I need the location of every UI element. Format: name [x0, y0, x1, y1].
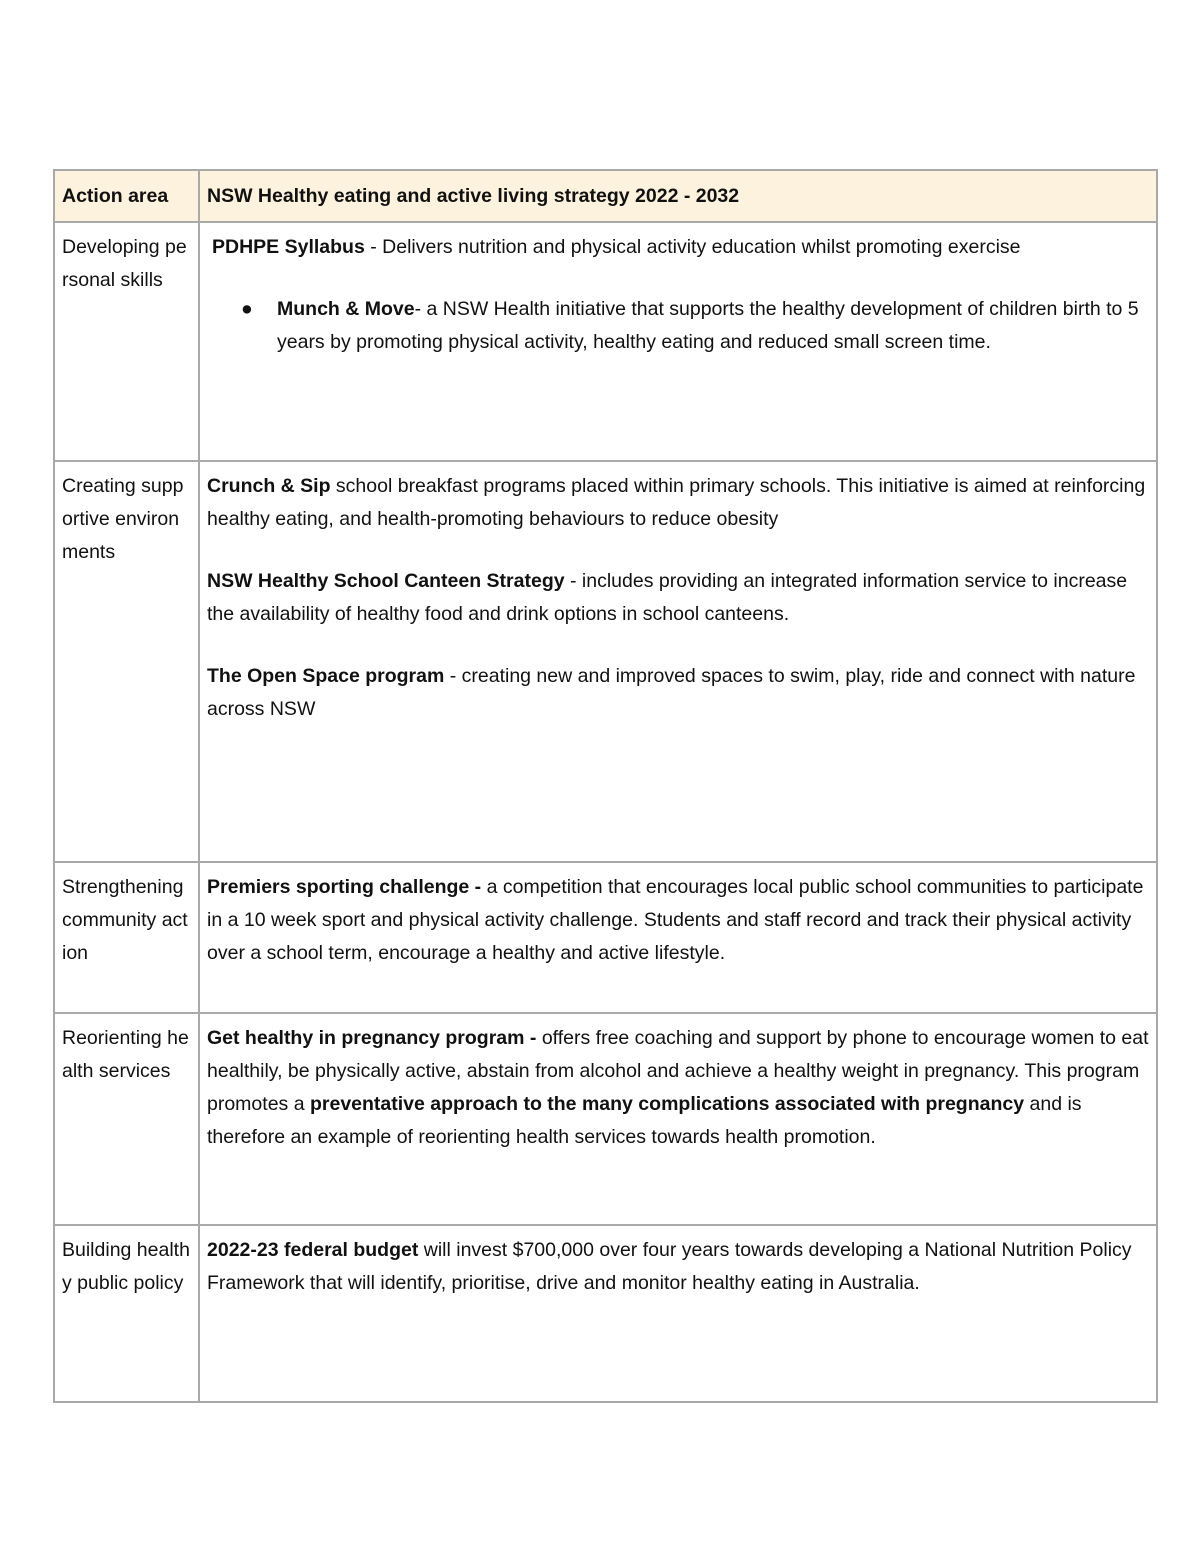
- strategy-cell: [199, 1225, 1157, 1402]
- crunch-sip-description: school breakfast programs placed within primary schools. This initiative is aimed at reinforcing healthy eating, and health-promoting behaviours to reduce obesity: [207, 475, 1146, 530]
- table-row-strengthening-community-action: [54, 862, 1157, 1013]
- pregnancy-program-conclusion: and is therefore an example of reorienting health services towards health promotion.: [207, 1093, 1082, 1148]
- strategy-cell: [199, 222, 1157, 461]
- munch-move-description: - a NSW Health initiative that supports the healthy development of children birth to 5 years by promoting physical activity, healthy eating and reduced small screen time.: [277, 298, 1139, 353]
- federal-budget-description: will invest $700,000 over four years towards developing a National Nutrition Policy Framework that will identify, prioritise, drive and monitor healthy eating in Australia.: [207, 1239, 1132, 1294]
- action-area-label: Creating supportive environments: [62, 475, 184, 563]
- open-space-title: The Open Space program: [207, 665, 445, 687]
- pdhpe-description: - Delivers nutrition and physical activity education whilst promoting exercise: [364, 236, 1021, 258]
- crunch-sip-paragraph: [207, 470, 1149, 536]
- action-area-label: Developing personal skills: [62, 236, 187, 291]
- action-area-cell: [54, 862, 199, 1013]
- pregnancy-program-paragraph: [207, 1022, 1149, 1154]
- table-row-developing-personal-skills: [54, 222, 1157, 461]
- list-item: [241, 293, 1149, 359]
- table-row-creating-supportive-environments: [54, 461, 1157, 862]
- pregnancy-program-title: Get healthy in pregnancy program -: [207, 1027, 537, 1049]
- table-row-building-healthy-public-policy: [54, 1225, 1157, 1402]
- crunch-sip-title: Crunch & Sip: [207, 475, 331, 497]
- premiers-challenge-description: a competition that encourages local public school communities to participate in a 10 week sport and physical activity challenge. Students and staff record and track their physical activity over a school term, encourage a healthy and active lifestyle.: [207, 876, 1144, 964]
- action-area-table: [53, 169, 1158, 1403]
- canteen-strategy-paragraph: [207, 565, 1149, 631]
- action-area-label: Building healthy public policy: [62, 1239, 190, 1294]
- open-space-description: - creating new and improved spaces to swim, play, ride and connect with nature across NSW: [207, 665, 1136, 720]
- pdhpe-paragraph: [207, 231, 1149, 264]
- munch-move-title: Munch & Move: [277, 298, 415, 320]
- initiative-list: [207, 293, 1149, 359]
- federal-budget-paragraph: [207, 1234, 1149, 1300]
- action-area-label: Reorienting health services: [62, 1027, 189, 1082]
- header-action-area: Action area: [54, 170, 199, 222]
- strategy-cell: [199, 862, 1157, 1013]
- premiers-challenge-title: Premiers sporting challenge -: [207, 876, 482, 898]
- premiers-challenge-paragraph: [207, 871, 1149, 970]
- pdhpe-title: PDHPE Syllabus: [212, 236, 365, 258]
- open-space-paragraph: [207, 660, 1149, 726]
- action-area-cell: [54, 1225, 199, 1402]
- canteen-strategy-description: - includes providing an integrated information service to increase the availability of healthy food and drink options in school canteens.: [207, 570, 1128, 625]
- canteen-strategy-title: NSW Healthy School Canteen Strategy: [207, 570, 565, 592]
- bullet-icon: ●: [241, 298, 253, 320]
- header-strategy-title: NSW Healthy eating and active living strategy 2022 - 2032: [199, 170, 1157, 222]
- action-area-cell: [54, 222, 199, 461]
- strategy-cell: [199, 1013, 1157, 1225]
- federal-budget-title: 2022-23 federal budget: [207, 1239, 419, 1261]
- pregnancy-program-description: offers free coaching and support by phone to encourage women to eat healthily, be physically active, abstain from alcohol and achieve a healthy weight in pregnancy. This program promotes a: [207, 1027, 1149, 1115]
- action-area-label: Strengthening community action: [62, 876, 188, 964]
- table-header-row: [54, 170, 1157, 222]
- strategy-cell: [199, 461, 1157, 862]
- table-row-reorienting-health-services: [54, 1013, 1157, 1225]
- action-area-cell: [54, 1013, 199, 1225]
- action-area-cell: [54, 461, 199, 862]
- preventative-approach-emphasis: preventative approach to the many complications associated with pregnancy: [309, 1093, 1025, 1115]
